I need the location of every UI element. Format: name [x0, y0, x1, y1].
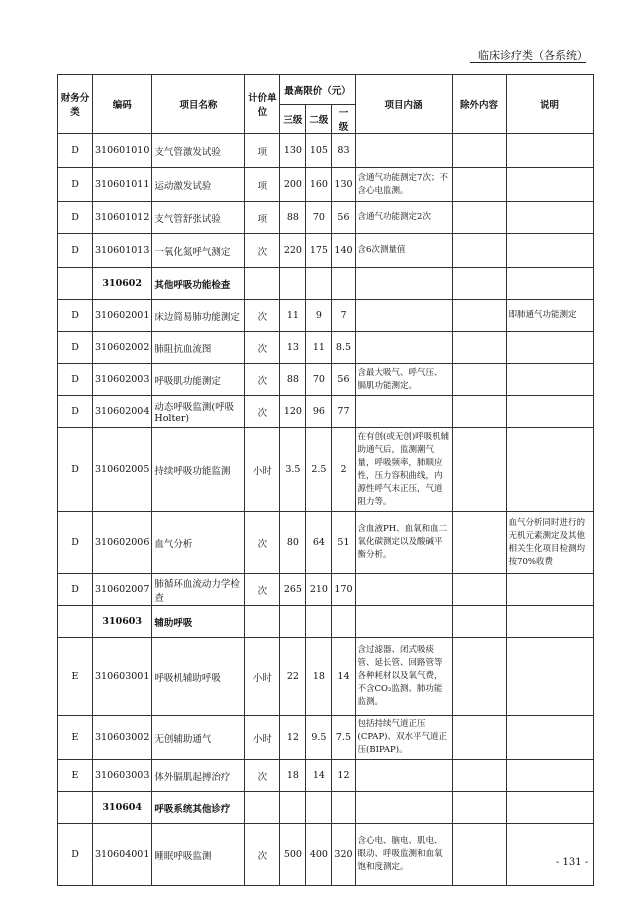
- cell-price-level3: 80: [280, 512, 306, 574]
- cell-price-level2: 11: [306, 332, 332, 364]
- cell-category: [58, 606, 93, 638]
- cell-code: 310601010: [93, 134, 152, 168]
- cell-price-level3: 11: [280, 300, 306, 332]
- cell-exclusion: [452, 760, 506, 792]
- table-row: [58, 300, 594, 332]
- cell-note: [506, 760, 593, 792]
- header-price-group: 最高限价（元）: [280, 75, 355, 105]
- cell-note: 血气分析同时进行的无机元素测定及其他相关生化项目检测均按70%收费: [506, 512, 593, 574]
- cell-exclusion: [452, 168, 506, 202]
- fee-schedule-table: [57, 74, 594, 886]
- cell-name: 呼吸肌功能测定: [152, 364, 245, 396]
- cell-empty: [355, 606, 452, 638]
- cell-price-level2: 160: [306, 168, 332, 202]
- cell-content: [355, 396, 452, 428]
- cell-unit: 次: [245, 512, 280, 574]
- cell-price-level2: 64: [306, 512, 332, 574]
- cell-price-level3: 220: [280, 234, 306, 268]
- cell-name: 一氧化氮呼气测定: [152, 234, 245, 268]
- cell-code: 310602002: [93, 332, 152, 364]
- cell-price-level1: 2: [332, 428, 355, 512]
- cell-exclusion: [452, 234, 506, 268]
- cell-category: E: [58, 716, 93, 760]
- cell-group-code: 310604: [93, 792, 152, 824]
- cell-category: [58, 792, 93, 824]
- cell-content: 含通气功能测定7次；不含心电监测。: [355, 168, 452, 202]
- cell-price-level3: 13: [280, 332, 306, 364]
- cell-name: 动态呼吸监测(呼吸Holter): [152, 396, 245, 428]
- header-level1: 一级: [332, 105, 355, 134]
- cell-price-level1: 7: [332, 300, 355, 332]
- cell-content: 含血液PH、血氧和血二氧化碳测定以及酸碱平衡分析。: [355, 512, 452, 574]
- cell-exclusion: [452, 332, 506, 364]
- cell-group-name: 其他呼吸功能检查: [152, 268, 245, 300]
- cell-empty: [332, 792, 355, 824]
- table-group-row: [58, 606, 594, 638]
- cell-exclusion: [452, 512, 506, 574]
- table-group-row: [58, 268, 594, 300]
- cell-price-level2: 175: [306, 234, 332, 268]
- cell-content: 含6次测量值: [355, 234, 452, 268]
- cell-empty: [355, 268, 452, 300]
- cell-name: 肺循环血流动力学检查: [152, 574, 245, 606]
- cell-content: [355, 300, 452, 332]
- table-row: [58, 716, 594, 760]
- cell-price-level1: 83: [332, 134, 355, 168]
- cell-unit: 项: [245, 134, 280, 168]
- cell-price-level1: 14: [332, 638, 355, 716]
- cell-price-level3: 88: [280, 364, 306, 396]
- header-unit: 计价单位: [245, 75, 280, 134]
- cell-price-level3: 22: [280, 638, 306, 716]
- cell-price-level3: 120: [280, 396, 306, 428]
- cell-code: 310602004: [93, 396, 152, 428]
- cell-content: [355, 134, 452, 168]
- header-code: 编码: [93, 75, 152, 134]
- cell-content: 含最大吸气、呼气压、膈肌功能测定。: [355, 364, 452, 396]
- cell-exclusion: [452, 300, 506, 332]
- cell-empty: [355, 792, 452, 824]
- cell-category: D: [58, 234, 93, 268]
- cell-price-level1: 140: [332, 234, 355, 268]
- cell-note: [506, 824, 593, 886]
- cell-name: 支气管舒张试验: [152, 202, 245, 234]
- cell-content: 包括持续气道正压(CPAP)、双水平气道正压(BIPAP)。: [355, 716, 452, 760]
- cell-price-level2: 9: [306, 300, 332, 332]
- cell-group-name: 呼吸系统其他诊疗: [152, 792, 245, 824]
- page-header-title: 临床诊疗类（各系统）: [478, 49, 588, 62]
- cell-price-level2: 9.5: [306, 716, 332, 760]
- cell-empty: [280, 606, 306, 638]
- cell-name: 呼吸机辅助呼吸: [152, 638, 245, 716]
- cell-price-level3: 500: [280, 824, 306, 886]
- table-row: [58, 168, 594, 202]
- header-rule: [470, 62, 586, 63]
- table-row: [58, 638, 594, 716]
- cell-code: 310604001: [93, 824, 152, 886]
- cell-price-level3: 130: [280, 134, 306, 168]
- cell-price-level3: 3.5: [280, 428, 306, 512]
- cell-note: [506, 364, 593, 396]
- cell-category: D: [58, 574, 93, 606]
- cell-note: [506, 202, 593, 234]
- cell-name: 无创辅助通气: [152, 716, 245, 760]
- table-row: [58, 428, 594, 512]
- cell-note: [506, 638, 593, 716]
- header-level3: 三级: [280, 105, 306, 134]
- cell-empty: [506, 792, 593, 824]
- cell-price-level1: 170: [332, 574, 355, 606]
- cell-code: 310603002: [93, 716, 152, 760]
- cell-note: [506, 574, 593, 606]
- cell-unit: 次: [245, 396, 280, 428]
- cell-empty: [245, 268, 280, 300]
- cell-price-level1: 7.5: [332, 716, 355, 760]
- cell-content: [355, 760, 452, 792]
- cell-category: D: [58, 364, 93, 396]
- cell-code: 310602005: [93, 428, 152, 512]
- cell-price-level2: 70: [306, 364, 332, 396]
- cell-group-name: 辅助呼吸: [152, 606, 245, 638]
- cell-note: 即肺通气功能测定: [506, 300, 593, 332]
- table-group-row: [58, 792, 594, 824]
- cell-category: E: [58, 760, 93, 792]
- cell-category: D: [58, 168, 93, 202]
- cell-note: [506, 716, 593, 760]
- cell-price-level2: 2.5: [306, 428, 332, 512]
- cell-category: [58, 268, 93, 300]
- cell-empty: [245, 606, 280, 638]
- cell-name: 床边简易肺功能测定: [152, 300, 245, 332]
- cell-code: 310601011: [93, 168, 152, 202]
- cell-price-level1: 51: [332, 512, 355, 574]
- cell-unit: 项: [245, 202, 280, 234]
- cell-category: D: [58, 512, 93, 574]
- cell-content: 在有创(或无创)呼吸机辅助通气后，监测潮气量，呼吸频率，肺顺应性，压力容积曲线，内源性呼气末正压，气道阻力等。: [355, 428, 452, 512]
- cell-category: D: [58, 202, 93, 234]
- cell-unit: 次: [245, 234, 280, 268]
- cell-content: [355, 332, 452, 364]
- cell-unit: 小时: [245, 716, 280, 760]
- cell-empty: [506, 606, 593, 638]
- cell-name: 运动激发试验: [152, 168, 245, 202]
- table-row: [58, 202, 594, 234]
- cell-name: 睡眠呼吸监测: [152, 824, 245, 886]
- cell-code: 310603003: [93, 760, 152, 792]
- cell-unit: 次: [245, 364, 280, 396]
- cell-empty: [306, 606, 332, 638]
- cell-price-level3: 265: [280, 574, 306, 606]
- cell-group-code: 310602: [93, 268, 152, 300]
- cell-code: 310603001: [93, 638, 152, 716]
- cell-price-level1: 77: [332, 396, 355, 428]
- header-level2: 二级: [306, 105, 332, 134]
- cell-category: E: [58, 638, 93, 716]
- cell-price-level1: 320: [332, 824, 355, 886]
- cell-group-code: 310603: [93, 606, 152, 638]
- page-number: - 131 -: [556, 857, 589, 868]
- header-content: 项目内涵: [355, 75, 452, 134]
- cell-price-level1: 130: [332, 168, 355, 202]
- cell-unit: 次: [245, 332, 280, 364]
- cell-code: 310602007: [93, 574, 152, 606]
- cell-price-level2: 96: [306, 396, 332, 428]
- cell-unit: 小时: [245, 638, 280, 716]
- cell-empty: [506, 268, 593, 300]
- table-row: [58, 364, 594, 396]
- cell-content: 含通气功能测定2次: [355, 202, 452, 234]
- cell-exclusion: [452, 396, 506, 428]
- cell-empty: [452, 792, 506, 824]
- cell-content: 含过滤器、闭式吸痰管、延长管、回路管等各种耗材以及氧气费，不含CO₂监测、肺功能监测。: [355, 638, 452, 716]
- cell-price-level1: 8.5: [332, 332, 355, 364]
- cell-exclusion: [452, 134, 506, 168]
- cell-unit: 次: [245, 574, 280, 606]
- cell-content: [355, 574, 452, 606]
- table-row: [58, 396, 594, 428]
- cell-note: [506, 332, 593, 364]
- cell-empty: [332, 268, 355, 300]
- cell-empty: [245, 792, 280, 824]
- cell-unit: 次: [245, 760, 280, 792]
- cell-price-level2: 14: [306, 760, 332, 792]
- cell-unit: 次: [245, 824, 280, 886]
- header-note: 说明: [506, 75, 593, 134]
- cell-price-level1: 12: [332, 760, 355, 792]
- cell-empty: [280, 268, 306, 300]
- cell-price-level1: 56: [332, 364, 355, 396]
- cell-category: D: [58, 300, 93, 332]
- table-row: [58, 574, 594, 606]
- cell-price-level3: 12: [280, 716, 306, 760]
- cell-exclusion: [452, 824, 506, 886]
- cell-category: D: [58, 428, 93, 512]
- table-row: [58, 760, 594, 792]
- cell-price-level2: 105: [306, 134, 332, 168]
- cell-note: [506, 396, 593, 428]
- cell-empty: [306, 792, 332, 824]
- table-row: [58, 332, 594, 364]
- cell-code: 310602006: [93, 512, 152, 574]
- cell-price-level2: 210: [306, 574, 332, 606]
- cell-exclusion: [452, 638, 506, 716]
- cell-exclusion: [452, 364, 506, 396]
- cell-code: 310602001: [93, 300, 152, 332]
- cell-price-level3: 88: [280, 202, 306, 234]
- cell-content: 含心电、脑电、肌电、眼动、呼吸监测和血氧饱和度测定。: [355, 824, 452, 886]
- header-exclusion: 除外内容: [452, 75, 506, 134]
- cell-category: D: [58, 824, 93, 886]
- cell-code: 310601012: [93, 202, 152, 234]
- cell-note: [506, 234, 593, 268]
- cell-code: 310602003: [93, 364, 152, 396]
- cell-name: 支气管激发试验: [152, 134, 245, 168]
- cell-price-level3: 18: [280, 760, 306, 792]
- table-row: [58, 824, 594, 886]
- cell-category: D: [58, 134, 93, 168]
- table-row: [58, 234, 594, 268]
- header-name: 项目名称: [152, 75, 245, 134]
- table-row: [58, 134, 594, 168]
- cell-empty: [306, 268, 332, 300]
- cell-unit: 项: [245, 168, 280, 202]
- cell-empty: [332, 606, 355, 638]
- cell-category: D: [58, 396, 93, 428]
- cell-note: [506, 168, 593, 202]
- table-row: [58, 512, 594, 574]
- cell-price-level2: 70: [306, 202, 332, 234]
- cell-exclusion: [452, 202, 506, 234]
- cell-exclusion: [452, 574, 506, 606]
- cell-price-level2: 18: [306, 638, 332, 716]
- cell-empty: [452, 606, 506, 638]
- cell-note: [506, 428, 593, 512]
- cell-exclusion: [452, 428, 506, 512]
- cell-name: 血气分析: [152, 512, 245, 574]
- cell-price-level2: 400: [306, 824, 332, 886]
- cell-name: 体外膈肌起搏治疗: [152, 760, 245, 792]
- cell-unit: 次: [245, 300, 280, 332]
- cell-exclusion: [452, 716, 506, 760]
- cell-unit: 小时: [245, 428, 280, 512]
- cell-price-level1: 56: [332, 202, 355, 234]
- cell-name: 持续呼吸功能监测: [152, 428, 245, 512]
- cell-price-level3: 200: [280, 168, 306, 202]
- cell-code: 310601013: [93, 234, 152, 268]
- cell-empty: [280, 792, 306, 824]
- cell-name: 肺阻抗血流图: [152, 332, 245, 364]
- cell-note: [506, 134, 593, 168]
- cell-empty: [452, 268, 506, 300]
- cell-category: D: [58, 332, 93, 364]
- header-category: 财务分类: [58, 75, 93, 134]
